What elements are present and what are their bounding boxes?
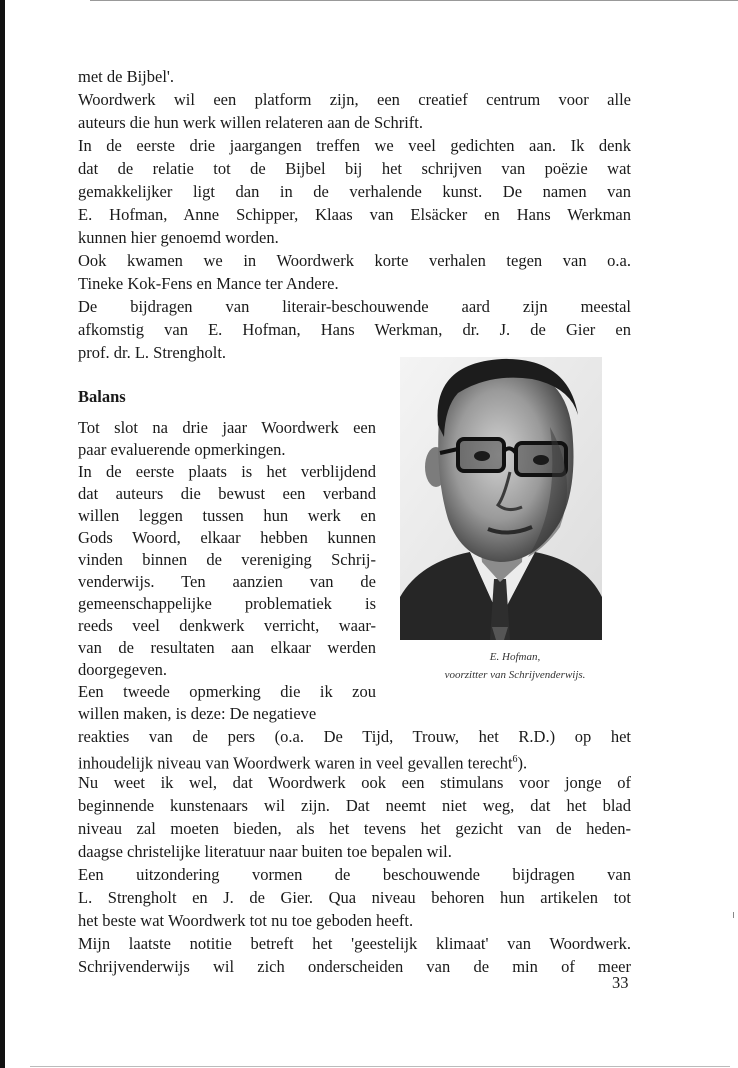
text-line: Een uitzondering vormen de beschouwende bijdragen van bbox=[78, 865, 631, 884]
scan-edge-bottom bbox=[30, 1066, 730, 1067]
text-line: E. Hofman, Anne Schipper, Klaas van Elsäcker en Hans Werkman bbox=[78, 205, 631, 224]
text-line: gemakkelijker ligt dan in de verhalende kunst. De namen van bbox=[78, 182, 631, 201]
text-line: L. Strengholt en J. de Gier. Qua niveau behoren hun artikelen tot bbox=[78, 888, 631, 907]
text-line: met de Bijbel'. bbox=[78, 67, 174, 86]
text-line: afkomstig van E. Hofman, Hans Werkman, dr. J. de Gier en bbox=[78, 320, 631, 339]
text-line: het beste wat Woordwerk tot nu toe geboden heeft. bbox=[78, 911, 414, 930]
text-line bbox=[78, 749, 631, 771]
text-line: Nu weet ik wel, dat Woordwerk ook een stimulans voor jonge of bbox=[78, 773, 631, 792]
text-line: Mijn laatste notitie betreft het 'geestelijk klimaat' van Woordwerk. bbox=[78, 934, 631, 953]
scan-edge-left bbox=[0, 0, 5, 1068]
text-line: beginnende kunstenaars wil zijn. Dat neemt niet weg, dat het blad bbox=[78, 796, 631, 815]
text-line: vinden binnen de vereniging Schrij- bbox=[78, 550, 376, 569]
text-line: reakties van de pers (o.a. De Tijd, Trouw, het R.D.) op het bbox=[78, 727, 631, 746]
text-line: prof. dr. L. Strengholt. bbox=[78, 343, 227, 362]
text-line: paar evaluerende opmerkingen. bbox=[78, 440, 286, 459]
photo-caption-name: E. Hofman, bbox=[489, 651, 541, 663]
text-line: daagse christelijke literatuur naar buiten toe bepalen wil. bbox=[78, 842, 452, 861]
text-line: gemeenschappelijke problematiek is bbox=[78, 594, 376, 613]
text-line: kunnen hier genoemd worden. bbox=[78, 228, 279, 247]
portrait-photo bbox=[400, 357, 602, 640]
text-line: In de eerste drie jaargangen treffen we veel gedichten aan. Ik denk bbox=[78, 136, 631, 155]
text-line: In de eerste plaats is het verblijdend bbox=[78, 462, 376, 481]
text-line: De bijdragen van literair-beschouwende aard zijn meestal bbox=[78, 297, 631, 316]
text-fragment: ). bbox=[517, 753, 528, 773]
footnote-reference: 6 bbox=[512, 754, 518, 765]
text-line: dat de relatie tot de Bijbel bij het schrijven van poëzie wat bbox=[78, 159, 631, 178]
scan-speck bbox=[733, 912, 734, 918]
text-line: Schrijvenderwijs wil zich onderscheiden van de min of meer bbox=[78, 957, 631, 976]
text-line: willen leggen tussen hun werk en bbox=[78, 506, 376, 525]
text-line: venderwijs. Ten aanzien van de bbox=[78, 572, 376, 591]
text-line: auteurs die hun werk willen relateren aan de Schrift. bbox=[78, 113, 423, 132]
scan-edge-top bbox=[90, 0, 738, 1]
text-line: willen maken, is deze: De negatieve bbox=[78, 704, 317, 723]
text-line: reeds veel denkwerk verricht, waar- bbox=[78, 616, 376, 635]
text-line: Tineke Kok-Fens en Mance ter Andere. bbox=[78, 274, 339, 293]
text-line: Ook kwamen we in Woordwerk korte verhalen tegen van o.a. bbox=[78, 251, 631, 270]
text-line: van de resultaten aan elkaar werden bbox=[78, 638, 376, 657]
photo-caption-role: voorzitter van Schrijvenderwijs. bbox=[444, 669, 586, 681]
text-line: doorgegeven. bbox=[78, 660, 168, 679]
page-number: 33 bbox=[612, 973, 629, 992]
section-heading: Balans bbox=[78, 387, 126, 406]
text-line: Tot slot na drie jaar Woordwerk een bbox=[78, 418, 376, 437]
text-fragment: inhoudelijk niveau van Woordwerk waren in veel gevallen terecht bbox=[78, 753, 513, 773]
text-line: Woordwerk wil een platform zijn, een creatief centrum voor alle bbox=[78, 90, 631, 109]
text-line: niveau zal moeten bieden, als het tevens het gezicht van de heden- bbox=[78, 819, 631, 838]
text-line: Gods Woord, elkaar hebben kunnen bbox=[78, 528, 376, 547]
text-line: dat auteurs die bewust een verband bbox=[78, 484, 376, 503]
text-line: Een tweede opmerking die ik zou bbox=[78, 682, 376, 701]
